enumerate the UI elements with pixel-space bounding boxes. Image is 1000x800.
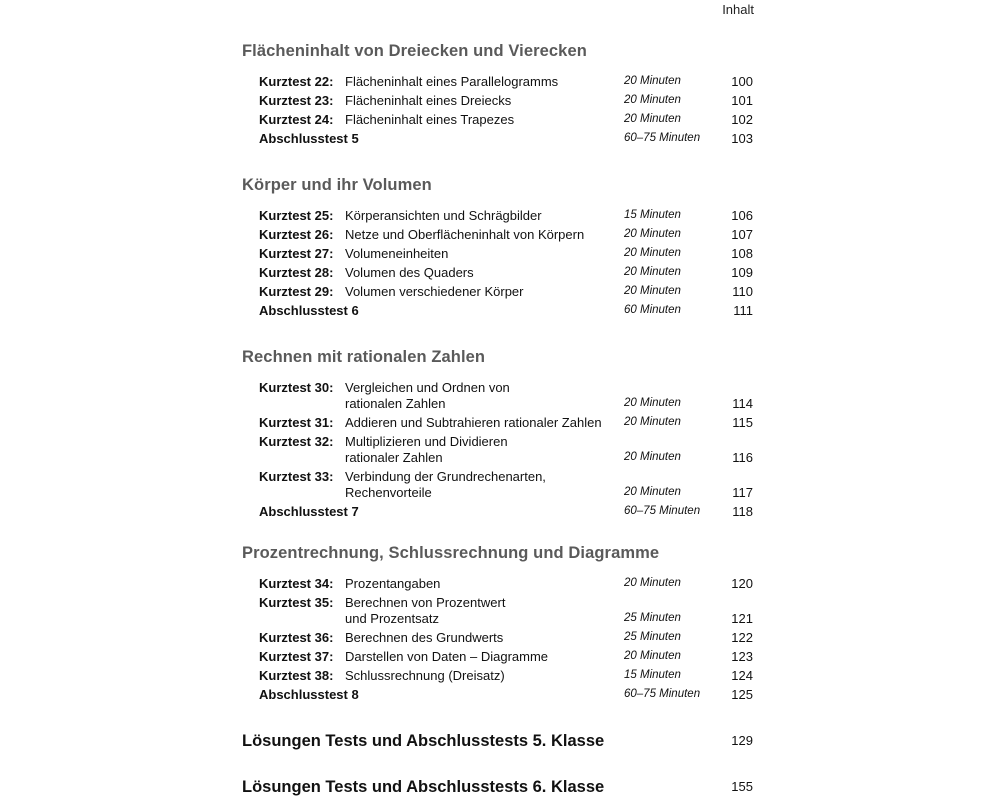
toc-entry[interactable] <box>242 666 762 685</box>
entry-duration: 20 Minuten <box>624 94 681 106</box>
entry-duration: 60–75 Minuten <box>624 688 701 700</box>
solutions-entry[interactable] <box>242 775 762 799</box>
entry-page-number: 103 <box>731 131 753 146</box>
toc-entry[interactable] <box>242 206 762 225</box>
entry-duration: 20 Minuten <box>624 451 681 463</box>
toc-entry[interactable] <box>242 301 762 320</box>
entry-label: Abschlusstest 6 <box>259 303 359 318</box>
description-line: Berechnen von Prozentwert <box>345 595 506 610</box>
entry-duration: 25 Minuten <box>624 612 681 624</box>
description-line: Flächeninhalt eines Parallelogramms <box>345 74 559 89</box>
entry-list <box>242 378 762 521</box>
toc-entry[interactable] <box>242 432 762 467</box>
toc-entry[interactable] <box>242 282 762 301</box>
description-line: Rechenvorteile <box>345 485 432 500</box>
entry-description <box>345 628 625 647</box>
entry-page-number: 121 <box>731 611 753 626</box>
entry-duration: 60–75 Minuten <box>624 505 701 517</box>
toc-entry[interactable] <box>242 593 762 628</box>
header-title: Inhalt <box>722 2 754 17</box>
entry-duration: 20 Minuten <box>624 228 681 240</box>
description-line: Vergleichen und Ordnen von <box>345 380 510 395</box>
description-line: Schlussrechnung (Dreisatz) <box>345 668 505 683</box>
entry-list <box>242 206 762 320</box>
entry-duration: 25 Minuten <box>624 631 681 643</box>
entry-page-number: 124 <box>731 668 753 683</box>
entry-label: Kurztest 37: <box>259 649 334 664</box>
entry-label: Kurztest 23: <box>259 93 334 108</box>
solutions-entry[interactable] <box>242 729 762 753</box>
entry-label: Kurztest 32: <box>259 434 334 449</box>
entry-label: Kurztest 25: <box>259 208 334 223</box>
entry-page-number: 102 <box>731 112 753 127</box>
entry-page-number: 110 <box>732 284 753 299</box>
entry-page-number: 111 <box>733 303 753 318</box>
toc-entry[interactable] <box>242 502 762 521</box>
entry-duration: 60–75 Minuten <box>624 132 701 144</box>
solutions-page-number: 129 <box>731 733 753 748</box>
description-line: Darstellen von Daten – Diagramme <box>345 649 549 664</box>
entry-duration: 60 Minuten <box>624 304 681 316</box>
entry-description <box>345 380 625 412</box>
entry-duration: 20 Minuten <box>624 416 681 428</box>
entry-list <box>242 574 762 704</box>
section-title: Körper und ihr Volumen <box>242 176 432 194</box>
entry-page-number: 120 <box>731 576 753 591</box>
entry-duration: 20 Minuten <box>624 650 681 662</box>
entry-page-number: 115 <box>732 415 753 430</box>
description-line: Volumeneinheiten <box>345 246 449 261</box>
entry-page-number: 106 <box>731 208 753 223</box>
description-line: Prozentangaben <box>345 576 441 591</box>
entry-label: Kurztest 29: <box>259 284 334 299</box>
entry-duration: 15 Minuten <box>624 209 681 221</box>
toc-entry[interactable] <box>242 225 762 244</box>
entry-duration: 20 Minuten <box>624 266 681 278</box>
solutions-page-number: 155 <box>731 779 753 794</box>
entry-label: Kurztest 28: <box>259 265 334 280</box>
section-title: Rechnen mit rationalen Zahlen <box>242 348 486 366</box>
entry-label: Kurztest 31: <box>259 415 334 430</box>
entry-page-number: 123 <box>731 649 753 664</box>
toc-entry[interactable] <box>242 72 762 91</box>
entry-label: Abschlusstest 8 <box>259 687 359 702</box>
entry-label: Kurztest 22: <box>259 74 334 89</box>
entry-description <box>345 647 625 666</box>
description-line: Berechnen des Grundwerts <box>345 630 504 645</box>
description-line: Körperansichten und Schrägbilder <box>345 208 542 223</box>
entry-page-number: 100 <box>731 74 753 89</box>
toc-entry[interactable] <box>242 467 762 502</box>
entry-description <box>345 91 625 110</box>
toc-entry[interactable] <box>242 91 762 110</box>
description-line: Flächeninhalt eines Trapezes <box>345 112 515 127</box>
entry-description <box>345 225 625 244</box>
description-line: Verbindung der Grundrechenarten, <box>345 469 546 484</box>
toc-entry[interactable] <box>242 378 762 413</box>
entry-description <box>345 72 625 91</box>
entry-duration: 20 Minuten <box>624 397 681 409</box>
entry-label: Kurztest 26: <box>259 227 334 242</box>
entry-label: Kurztest 34: <box>259 576 334 591</box>
entry-description <box>345 434 625 466</box>
entry-page-number: 122 <box>731 630 753 645</box>
entry-list <box>242 72 762 148</box>
entry-description <box>345 413 625 432</box>
description-line: Volumen verschiedener Körper <box>345 284 524 299</box>
toc-entry[interactable] <box>242 647 762 666</box>
description-line: rationalen Zahlen <box>345 396 446 411</box>
entry-label: Kurztest 27: <box>259 246 334 261</box>
entry-description <box>345 469 625 501</box>
entry-label: Kurztest 33: <box>259 469 334 484</box>
description-line: Volumen des Quaders <box>345 265 474 280</box>
solutions-title: Lösungen Tests und Abschlusstests 5. Klasse <box>242 732 605 750</box>
toc-section <box>242 346 762 521</box>
description-line: rationaler Zahlen <box>345 450 443 465</box>
toc-section <box>242 542 762 704</box>
toc-entry[interactable] <box>242 574 762 593</box>
entry-description <box>345 206 625 225</box>
entry-label: Kurztest 30: <box>259 380 334 395</box>
toc-entry[interactable] <box>242 263 762 282</box>
toc-entry[interactable] <box>242 413 762 432</box>
section-title: Flächeninhalt von Dreiecken und Vierecken <box>242 42 587 60</box>
section-title: Prozentrechnung, Schlussrechnung und Diagramme <box>242 544 660 562</box>
entry-label: Kurztest 38: <box>259 668 334 683</box>
toc-entry[interactable] <box>242 685 762 704</box>
entry-description <box>345 666 625 685</box>
entry-page-number: 101 <box>731 93 753 108</box>
toc-entry[interactable] <box>242 628 762 647</box>
entry-page-number: 108 <box>731 246 753 261</box>
entry-label: Kurztest 24: <box>259 112 334 127</box>
description-line: Multiplizieren und Dividieren <box>345 434 508 449</box>
entry-duration: 20 Minuten <box>624 285 681 297</box>
description-line: und Prozentsatz <box>345 611 439 626</box>
entry-description <box>345 110 625 129</box>
entry-description <box>345 595 625 627</box>
entry-page-number: 107 <box>731 227 753 242</box>
entry-description <box>345 282 625 301</box>
entry-page-number: 117 <box>732 485 753 500</box>
entry-page-number: 116 <box>732 450 753 465</box>
entry-page-number: 118 <box>732 504 753 519</box>
entry-page-number: 125 <box>731 687 753 702</box>
entry-label: Kurztest 36: <box>259 630 334 645</box>
entry-description <box>345 244 625 263</box>
description-line: Addieren und Subtrahieren rationaler Zahlen <box>345 415 602 430</box>
entry-label: Kurztest 35: <box>259 595 334 610</box>
toc-entry[interactable] <box>242 244 762 263</box>
solutions-title: Lösungen Tests und Abschlusstests 6. Klasse <box>242 778 605 796</box>
toc-entry[interactable] <box>242 110 762 129</box>
entry-page-number: 114 <box>732 396 753 411</box>
entry-label: Abschlusstest 5 <box>259 131 359 146</box>
toc-entry[interactable] <box>242 129 762 148</box>
entry-duration: 20 Minuten <box>624 486 681 498</box>
entry-description <box>345 574 625 593</box>
entry-description <box>345 263 625 282</box>
entry-duration: 20 Minuten <box>624 113 681 125</box>
entry-duration: 20 Minuten <box>624 247 681 259</box>
entry-label: Abschlusstest 7 <box>259 504 359 519</box>
description-line: Netze und Oberflächeninhalt von Körpern <box>345 227 585 242</box>
page-header <box>0 0 1000 20</box>
description-line: Flächeninhalt eines Dreiecks <box>345 93 512 108</box>
toc-section <box>242 40 762 148</box>
entry-duration: 20 Minuten <box>624 577 681 589</box>
entry-duration: 15 Minuten <box>624 669 681 681</box>
entry-page-number: 109 <box>731 265 753 280</box>
entry-duration: 20 Minuten <box>624 75 681 87</box>
toc-section <box>242 174 762 320</box>
